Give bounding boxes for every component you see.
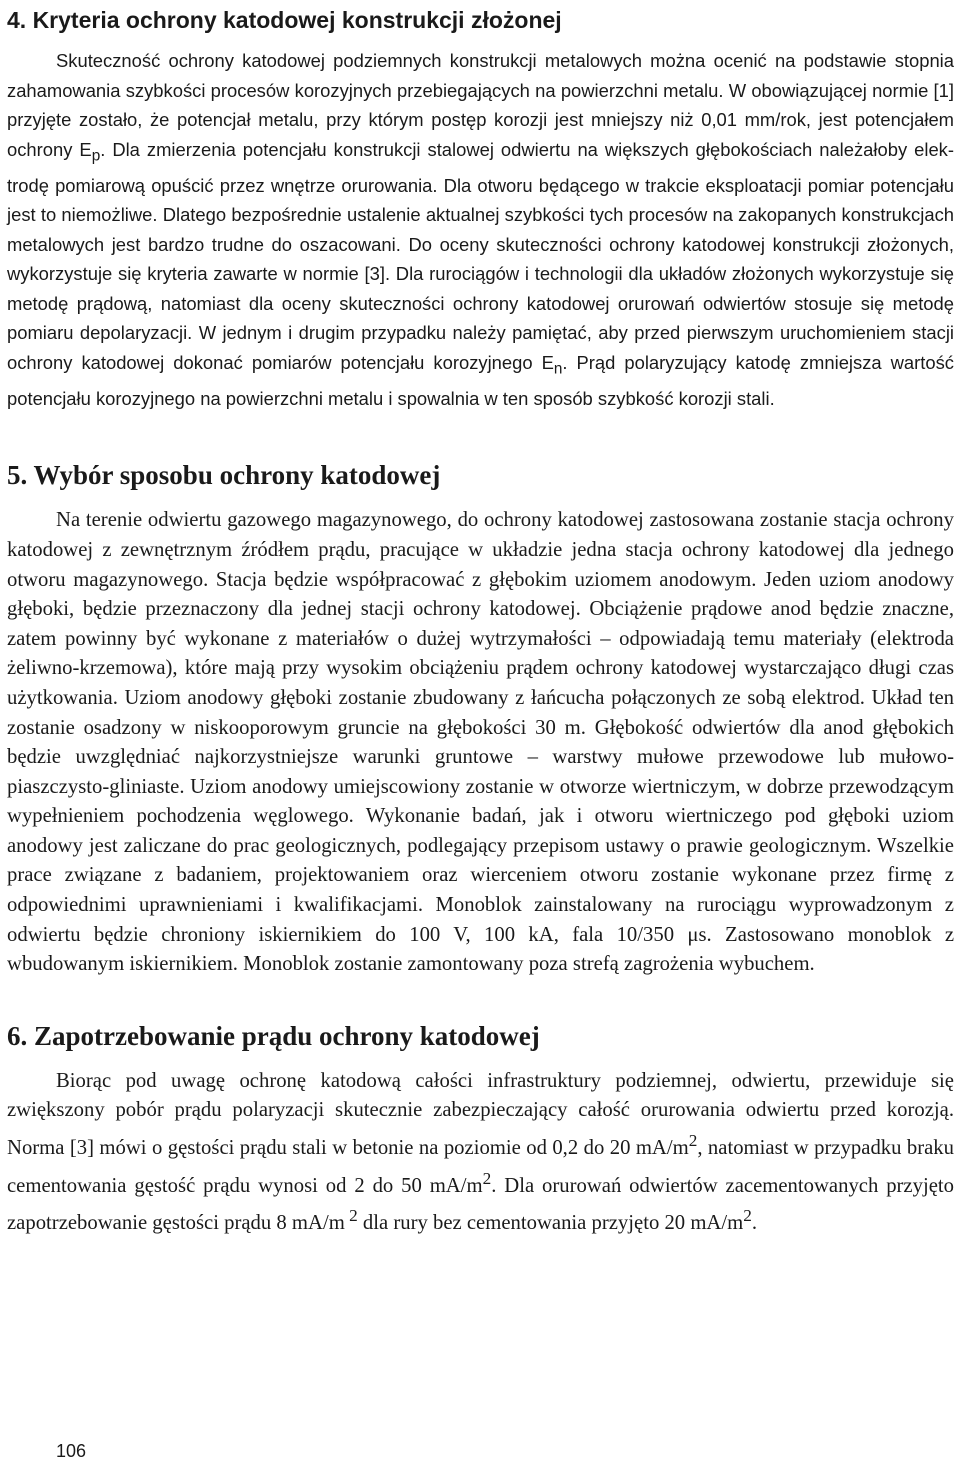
document-page [7,0,954,1238]
section-4-heading: 4. Kryteria ochrony katodowej konstrukcji złożonej [7,7,562,33]
page-number: 106 [56,1441,87,1461]
section-4-paragraph: Skuteczność ochrony katodowej podziemnych konstrukcji metalowych można ocenić na podstawie stopnia zahamowania szybkości procesów korozyjnych przebiegających na powierzchni metalu. W obowiązującej normie [1] przyjęte zostało, że potencjał metalu, przy którym postęp korozji jest mniejszy niż 0,01 mm/rok, jest potencjałem ochrony $E_p$. Dla zmierzenia potencjału konstrukcji stalowej odwiertu na większych głębokościach należałoby elektrodę pomiarową opuścić przez wnętrze orurowania. Dla otworu będącego w trakcie eksploatacji pomiar potencjału jest to niemożliwe. Dlatego bezpośrednie ustalenie aktualnej szybkości tych procesów na zakopanych konstrukcjach metalowych jest bardzo trudne do oszacowani. Do oceny skuteczności ochrony katodowej konstrukcji złożonych, wykorzystuje się kryteria zawarte w normie [3]. Dla rurociągów i technologii dla układów złożonych wykorzystuje się metodę prądową, natomiast dla oceny skuteczności ochrony katodowej orurowań odwiertów stosuje się metodę pomiaru depolaryzacji. W jednym i drugim przypadku należy pamiętać, aby przed pierwszym uruchomieniem stacji ochrony katodowej dokonać pomiarów potencjału korozyjnego $E_n$. Prąd polaryzujący katodę zmniejsza wartość potencjału korozyjnego na powierzchni metalu i spowalnia w ten sposób szybkość korozji stali. [7,50,954,409]
section-6-heading: 6. Zapotrzebowanie prądu ochrony katodowej [7,1020,540,1051]
section-6-paragraph: Biorąc pod uwagę ochronę katodową całości infrastruktury podziemnej, odwiertu, przewiduje się zwiększony pobór prądu polaryzacji skutecznie zabezpieczający całość orurowania odwiertu przed korozją. Norma [3] mówi o gęstości prądu stali w betonie na poziomie od 0,2 do 20 $mA/m^2$, natomiast w przypadku braku cementowania gęstość prądu wynosi od 2 do 50 $mA/m^2$. Dla orurowań odwiertów zacementowanych przyjęto zapotrzebowanie gęstości prądu 8 mA/m $^2$ dla rury bez cementowania przyjęto 20 $mA/m^2$. [7,1069,954,1234]
section-5-heading: 5. Wybór sposobu ochrony katodowej [7,460,441,491]
section-5-paragraph: Na terenie odwiertu gazowego magazynowego, do ochrony katodowej zastosowana zostanie stacja ochrony katodowej z zewnętrznym źródłem prądu, pracujące w układzie jedna stacja ochrony katodowej dla jednego otworu magazynowego. Stacja będzie współpracować z głębokim uziomem anodowym. Jeden uziom anodowy głęboki, będzie przeznaczony dla jednej stacji ochrony katodowej. Obciążenie prądowe anod będzie znaczne, zatem powinny być wykonane z materiałów o dużej wytrzymałości – odpowiadają temu materiały (elektroda żeliwno-krzemowa), które mają przy wysokim obciążeniu prądem ochrony katodowej wystarczająco długi czas użytkowania. Uziom anodowy głęboki zostanie zbudowany z łańcucha połączonych ze sobą elektrod. Układ ten zostanie osadzony w niskooporowym gruncie na głębokości 30 m. Głębokość odwiertów dla anod głębokich będzie uwzględniać najkorzystniejsze warunki gruntowe – warstwy mułowe przewodowe lub mułowo-piaszczysto-gliniaste. Uziom anodowy umiejscowiony zostanie w otworze wiertniczym, w dobrze przewodzącym wypełnieniem pochodzenia węglowego. Wykonanie badań, jak i otworu wiertniczego pod głęboki uziom anodowy jest zaliczane do prac geologicznych, podlegający przepisom ustawy o prawie geologicznym. Wszelkie prace związane z badaniem, projektowaniem oraz wierceniem otworu zostanie wykonane przez firmę z odpowiednimi uprawnieniami i kwalifikacjami. Monoblok zainstalowany na rurociągu wyprowadzonym z odwiertu będzie chroniony iskiernikiem do 100 V, 100 kA, fala 10/350 μs. Zastosowano monoblok z wbudowanym iskiernikiem. Monoblok zostanie zamontowany poza strefą zagrożenia wybuchem. [7,509,954,976]
